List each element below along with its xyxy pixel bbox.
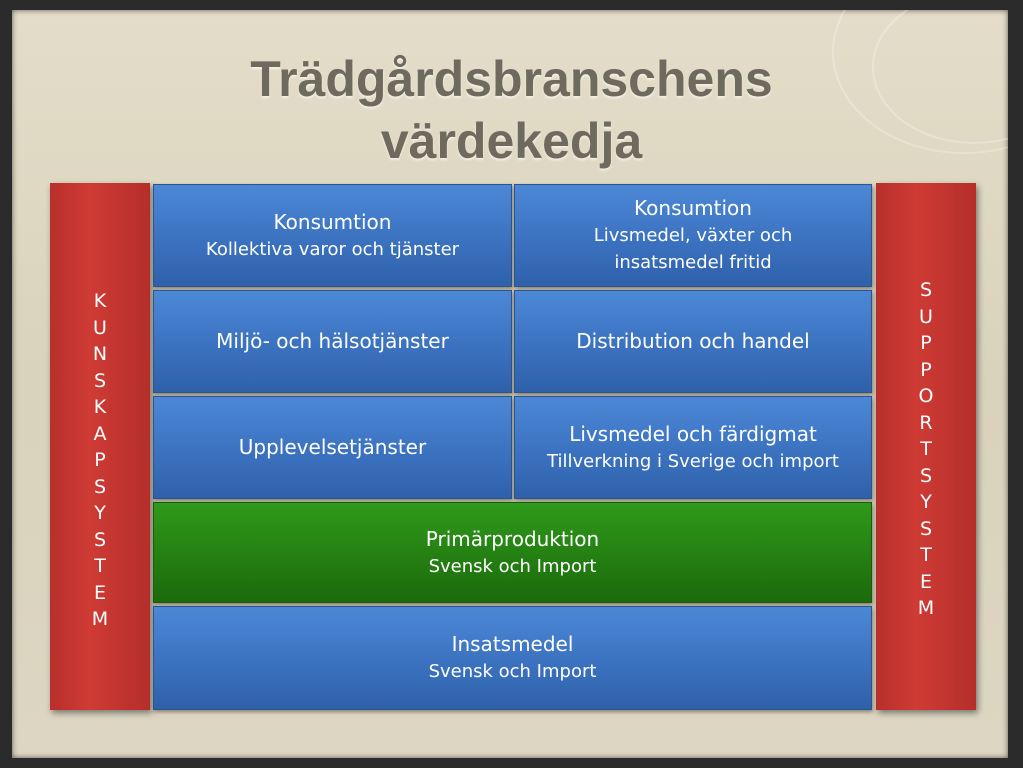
vertical-letter: R	[919, 411, 933, 434]
vertical-letter: T	[94, 555, 106, 578]
box-subtext: Svensk och Import	[428, 661, 597, 682]
box-heading: Livsmedel och färdigmat	[569, 421, 817, 446]
vertical-letter: E	[93, 581, 106, 604]
vertical-letter: T	[920, 544, 932, 567]
box-insatsmedel	[153, 606, 872, 710]
vertical-letter: S	[919, 464, 933, 487]
vertical-letter: O	[918, 385, 934, 408]
vertical-letter: T	[920, 438, 932, 461]
box-konsumtion-livsmedel	[514, 184, 872, 287]
box-subtext: Tillverkning i Sverige och import	[547, 450, 839, 472]
vertical-letter: S	[93, 475, 107, 498]
box-subtext: Svensk och Import	[428, 555, 597, 577]
box-heading: Primärproduktion	[425, 526, 600, 551]
slide-title	[0, 48, 1023, 172]
vertical-letter: P	[94, 449, 106, 472]
vertical-letter: P	[920, 332, 932, 355]
vertical-letter: Y	[920, 491, 932, 514]
supportsystem-bar	[876, 183, 976, 710]
vertical-letter: K	[93, 396, 107, 419]
box-upplevelsetjanster	[153, 396, 512, 499]
box-subtext: insatsmedel fritid	[614, 252, 772, 273]
box-primarproduktion	[153, 502, 872, 603]
box-heading: Miljö- och hälsotjänster	[216, 329, 449, 353]
vertical-letter: S	[93, 369, 107, 392]
vertical-letter: S	[919, 279, 933, 302]
vertical-letter: U	[93, 316, 107, 339]
box-subtext: Kollektiva varor och tjänster	[205, 238, 460, 260]
kunskapsystem-letters	[92, 288, 108, 633]
box-heading: Insatsmedel	[451, 632, 574, 656]
kunskapsystem-bar	[50, 183, 150, 710]
vertical-letter: M	[91, 608, 109, 631]
vertical-letter: K	[93, 290, 107, 313]
box-subtext: Livsmedel, växter och	[593, 225, 793, 246]
box-miljo-halsotjanster	[153, 290, 512, 393]
box-heading: Konsumtion	[273, 209, 392, 234]
vertical-letter: M	[917, 597, 935, 620]
vertical-letter: E	[919, 570, 932, 593]
title-line-1: Trädgårdsbranschens	[250, 51, 773, 107]
vertical-letter: P	[920, 358, 932, 381]
box-heading: Konsumtion	[634, 196, 752, 220]
box-konsumtion-kollektiva	[153, 184, 512, 287]
vertical-letter: S	[93, 528, 107, 551]
vertical-letter: S	[919, 517, 933, 540]
supportsystem-letters	[918, 277, 934, 622]
box-livsmedel-fardigmat	[514, 396, 872, 499]
vertical-letter: U	[919, 305, 933, 328]
box-heading: Upplevelsetjänster	[238, 435, 427, 459]
vertical-letter: A	[93, 422, 107, 445]
box-heading: Distribution och handel	[576, 329, 810, 353]
vertical-letter: Y	[94, 502, 106, 525]
title-line-2: värdekedja	[380, 113, 643, 169]
vertical-letter: N	[92, 343, 108, 366]
box-distribution-handel	[514, 290, 872, 393]
